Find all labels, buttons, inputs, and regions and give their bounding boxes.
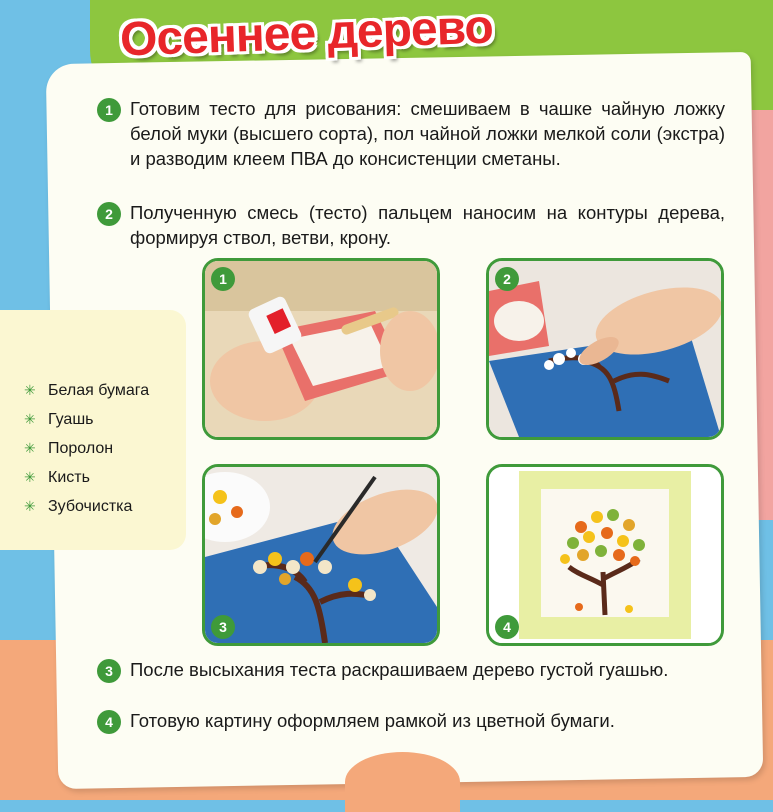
photo-step-4 <box>486 464 724 646</box>
step-number-badge: 2 <box>97 202 121 226</box>
mixing-dough-photo-icon <box>205 261 437 437</box>
photo-step-3 <box>202 464 440 646</box>
bottom-decoration <box>345 752 460 812</box>
step-number-badge: 1 <box>97 98 121 122</box>
materials-item: ✳ Поролон <box>24 434 149 463</box>
photo-number-badge: 4 <box>495 615 519 639</box>
materials-panel <box>0 310 186 550</box>
step-text: Готовим тесто для рисования: смешиваем в чашке чайную ложку белой муки (высшего сорта), пол чайной ложки мелкой соли (экстра) и разводим клеем ПВА до консистенции сметаны. <box>130 98 725 169</box>
photo-step-2 <box>486 258 724 440</box>
asterisk-icon: ✳ <box>24 498 36 514</box>
photo-step-1 <box>202 258 440 440</box>
asterisk-icon: ✳ <box>24 469 36 485</box>
step-text: Готовую картину оформляем рамкой из цветной бумаги. <box>130 710 615 731</box>
asterisk-icon: ✳ <box>24 411 36 427</box>
step-number-badge: 3 <box>97 659 121 683</box>
painting-tree-photo-icon <box>205 467 437 643</box>
step-number-badge: 4 <box>97 710 121 734</box>
asterisk-icon: ✳ <box>24 382 36 398</box>
applying-dough-photo-icon <box>489 261 721 437</box>
photo-number-badge: 2 <box>495 267 519 291</box>
framed-tree-photo-icon <box>489 467 721 643</box>
asterisk-icon: ✳ <box>24 440 36 456</box>
page-title: Осеннее дерево <box>119 0 494 67</box>
materials-item: ✳ Белая бумага <box>24 376 149 405</box>
step-text: После высыхания теста раскрашиваем дерево густой гуашью. <box>130 659 669 680</box>
materials-item: ✳ Кисть <box>24 463 149 492</box>
photo-number-badge: 3 <box>211 615 235 639</box>
materials-item: ✳ Гуашь <box>24 405 149 434</box>
materials-item: ✳ Зубочистка <box>24 492 149 521</box>
step-text: Полученную смесь (тесто) пальцем наносим на контуры дерева, формируя ствол, ветви, крону. <box>130 202 725 248</box>
photo-number-badge: 1 <box>211 267 235 291</box>
